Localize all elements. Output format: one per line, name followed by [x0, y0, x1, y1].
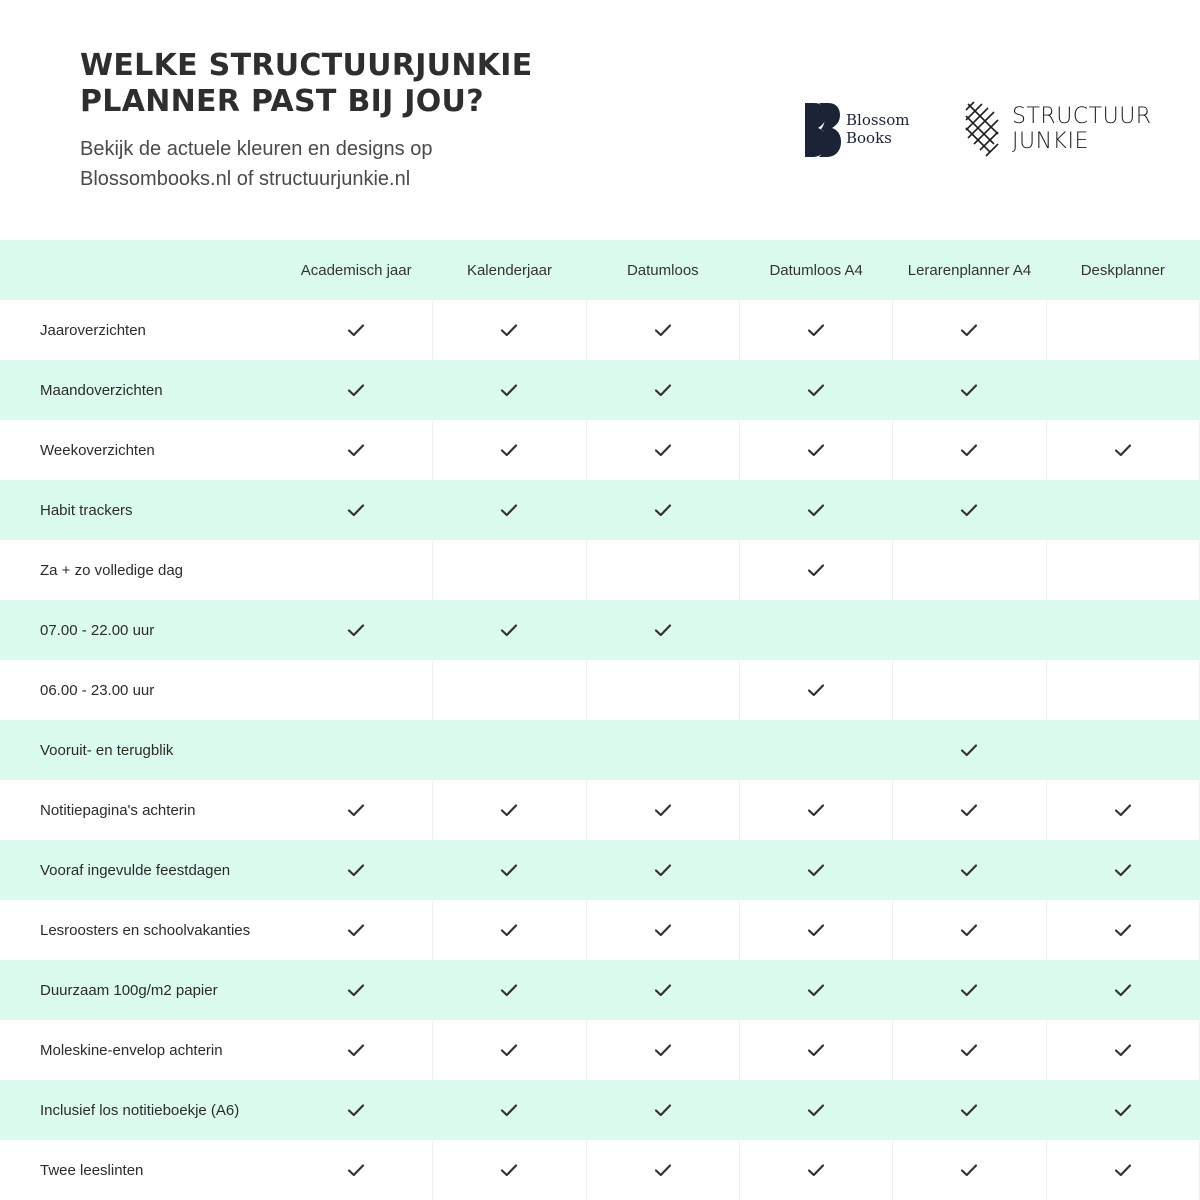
- table-cell: [433, 420, 586, 480]
- check-icon: [654, 803, 672, 817]
- column-header: Datumloos A4: [769, 261, 863, 279]
- table-row: [0, 660, 1200, 720]
- table-cell: [280, 420, 433, 480]
- table-cell: [893, 900, 1046, 960]
- table-cell: [587, 1140, 740, 1200]
- table-row: [0, 780, 1200, 840]
- table-row: [0, 480, 1200, 540]
- check-icon: [1114, 863, 1132, 877]
- column-header: Datumloos: [626, 261, 699, 279]
- check-icon: [960, 923, 978, 937]
- table-cell: [280, 960, 433, 1020]
- check-icon: [807, 443, 825, 457]
- table-cell: [433, 840, 586, 900]
- table-cell: [1047, 840, 1200, 900]
- blossom-books-logo: [804, 102, 924, 158]
- check-icon: [807, 563, 825, 577]
- table-cell: [433, 1020, 586, 1080]
- table-cell: [740, 540, 893, 600]
- table-cell: [433, 660, 586, 720]
- check-icon: [807, 863, 825, 877]
- check-icon: [960, 323, 978, 337]
- table-cell: [280, 360, 433, 420]
- check-icon: [654, 1043, 672, 1057]
- table-cell: [1047, 780, 1200, 840]
- check-icon: [960, 1043, 978, 1057]
- table-row: [0, 1080, 1200, 1140]
- table-cell: [893, 480, 1046, 540]
- table-cell: [1047, 600, 1200, 660]
- check-icon: [347, 1163, 365, 1177]
- check-icon: [807, 323, 825, 337]
- check-icon: [1114, 1103, 1132, 1117]
- column-header: Lerarenplanner A4: [907, 261, 1032, 279]
- check-icon: [960, 863, 978, 877]
- check-icon: [347, 383, 365, 397]
- check-icon: [500, 863, 518, 877]
- table-cell: [893, 780, 1046, 840]
- table-cell: [893, 540, 1046, 600]
- table-cell: [587, 360, 740, 420]
- table-cell: [893, 1140, 1046, 1200]
- table-cell: [740, 360, 893, 420]
- table-cell: [587, 300, 740, 360]
- table-cell: [280, 1020, 433, 1080]
- table-cell: [893, 1080, 1046, 1140]
- table-cell: [587, 960, 740, 1020]
- row-label: Maandoverzichten: [40, 381, 163, 399]
- table-cell: [893, 960, 1046, 1020]
- check-icon: [347, 803, 365, 817]
- check-icon: [807, 683, 825, 697]
- structuurjunkie-wordmark: [1012, 104, 1152, 154]
- title-line: PLANNER PAST BIJ JOU?: [80, 84, 484, 119]
- table-cell: [893, 720, 1046, 780]
- table-cell: [280, 540, 433, 600]
- table-row: [0, 1140, 1200, 1200]
- table-cell: [433, 1080, 586, 1140]
- table-row: [0, 360, 1200, 420]
- check-icon: [807, 1043, 825, 1057]
- table-cell: [433, 300, 586, 360]
- table-cell: [1047, 1140, 1200, 1200]
- row-label: Twee leeslinten: [40, 1161, 144, 1179]
- check-icon: [1114, 1043, 1132, 1057]
- table-body: [0, 300, 1200, 1200]
- check-icon: [1114, 1163, 1132, 1177]
- table-cell: [740, 720, 893, 780]
- check-icon: [347, 1103, 365, 1117]
- logo-text: Blossom: [846, 111, 910, 129]
- table-cell: [587, 840, 740, 900]
- check-icon: [500, 1103, 518, 1117]
- table-cell: [740, 1080, 893, 1140]
- row-label: Moleskine-envelop achterin: [40, 1041, 223, 1059]
- table-cell: [280, 300, 433, 360]
- table-cell: [740, 1020, 893, 1080]
- table-cell: [893, 840, 1046, 900]
- table-cell: [893, 660, 1046, 720]
- table-cell: [740, 780, 893, 840]
- check-icon: [654, 383, 672, 397]
- table-cell: [740, 900, 893, 960]
- check-icon: [960, 983, 978, 997]
- check-icon: [654, 1103, 672, 1117]
- check-icon: [347, 863, 365, 877]
- table-cell: [587, 660, 740, 720]
- comparison-table: [0, 240, 1200, 1200]
- table-cell: [893, 420, 1046, 480]
- check-icon: [500, 983, 518, 997]
- table-cell: [1047, 900, 1200, 960]
- check-icon: [654, 323, 672, 337]
- check-icon: [347, 923, 365, 937]
- table-cell: [433, 780, 586, 840]
- table-cell: [587, 420, 740, 480]
- logo-text: STRUCTUUR: [1012, 104, 1152, 129]
- table-cell: [740, 1140, 893, 1200]
- table-cell: [1047, 720, 1200, 780]
- table-row: [0, 900, 1200, 960]
- table-cell: [280, 840, 433, 900]
- table-cell: [587, 900, 740, 960]
- table-row: [0, 1020, 1200, 1080]
- column-header: Academisch jaar: [300, 261, 412, 279]
- table-cell: [740, 660, 893, 720]
- check-icon: [347, 1043, 365, 1057]
- check-icon: [807, 1103, 825, 1117]
- bb-logo-icon: [804, 102, 844, 158]
- check-icon: [347, 443, 365, 457]
- table-row: [0, 840, 1200, 900]
- check-icon: [960, 803, 978, 817]
- table-row: [0, 420, 1200, 480]
- logo-text: JUNKIE: [1012, 129, 1089, 154]
- table-cell: [740, 600, 893, 660]
- subtitle-line: Blossombooks.nl of structuurjunkie.nl: [80, 168, 411, 190]
- check-icon: [807, 983, 825, 997]
- check-icon: [960, 743, 978, 757]
- table-cell: [433, 360, 586, 420]
- table-cell: [1047, 420, 1200, 480]
- structuurjunkie-logo: [964, 100, 1154, 160]
- table-cell: [1047, 540, 1200, 600]
- table-cell: [740, 300, 893, 360]
- row-label: 07.00 - 22.00 uur: [40, 621, 155, 639]
- table-cell: [1047, 1020, 1200, 1080]
- table-cell: [1047, 960, 1200, 1020]
- check-icon: [960, 383, 978, 397]
- check-icon: [500, 383, 518, 397]
- check-icon: [500, 443, 518, 457]
- check-icon: [1114, 983, 1132, 997]
- check-icon: [807, 503, 825, 517]
- table-cell: [433, 600, 586, 660]
- table-cell: [740, 480, 893, 540]
- table-cell: [740, 840, 893, 900]
- check-icon: [500, 803, 518, 817]
- table-cell: [740, 420, 893, 480]
- table-row: [0, 540, 1200, 600]
- table-cell: [587, 1080, 740, 1140]
- check-icon: [807, 383, 825, 397]
- check-icon: [654, 983, 672, 997]
- subtitle: [80, 134, 432, 194]
- table-cell: [1047, 300, 1200, 360]
- table-row: [0, 300, 1200, 360]
- table-cell: [587, 480, 740, 540]
- table-cell: [280, 900, 433, 960]
- table-cell: [280, 600, 433, 660]
- table-row: [0, 600, 1200, 660]
- header-empty-cell: [0, 240, 280, 300]
- row-label: Lesroosters en schoolvakanties: [40, 921, 251, 939]
- row-label: Za + zo volledige dag: [40, 561, 184, 579]
- table-cell: [280, 1140, 433, 1200]
- subtitle-line: Bekijk de actuele kleuren en designs op: [80, 138, 433, 160]
- table-cell: [587, 540, 740, 600]
- table-cell: [893, 300, 1046, 360]
- table-cell: [1047, 1080, 1200, 1140]
- table-cell: [1047, 480, 1200, 540]
- table-cell: [740, 960, 893, 1020]
- table-cell: [433, 1140, 586, 1200]
- table-cell: [1047, 360, 1200, 420]
- check-icon: [807, 1163, 825, 1177]
- table-cell: [893, 600, 1046, 660]
- check-icon: [347, 983, 365, 997]
- row-label: Weekoverzichten: [40, 441, 155, 459]
- table-cell: [280, 1080, 433, 1140]
- table-cell: [893, 360, 1046, 420]
- table-cell: [587, 600, 740, 660]
- check-icon: [500, 623, 518, 637]
- table-row: [0, 720, 1200, 780]
- check-icon: [347, 503, 365, 517]
- title-line: WELKE STRUCTUURJUNKIE: [80, 48, 533, 83]
- check-icon: [654, 503, 672, 517]
- check-icon: [807, 923, 825, 937]
- check-icon: [1114, 443, 1132, 457]
- table-cell: [587, 720, 740, 780]
- table-cell: [280, 480, 433, 540]
- table-cell: [587, 780, 740, 840]
- check-icon: [960, 443, 978, 457]
- table-cell: [433, 900, 586, 960]
- check-icon: [960, 503, 978, 517]
- check-icon: [807, 803, 825, 817]
- row-label: Vooraf ingevulde feestdagen: [40, 861, 231, 879]
- column-header: Deskplanner: [1080, 261, 1165, 279]
- table-cell: [433, 960, 586, 1020]
- table-cell: [280, 660, 433, 720]
- table-cell: [433, 480, 586, 540]
- row-label: Habit trackers: [40, 501, 133, 519]
- table-cell: [280, 720, 433, 780]
- check-icon: [654, 443, 672, 457]
- page-title: [80, 48, 533, 120]
- check-icon: [500, 323, 518, 337]
- row-label: 06.00 - 23.00 uur: [40, 681, 155, 699]
- table-header-row: [0, 240, 1200, 300]
- check-icon: [347, 323, 365, 337]
- check-icon: [1114, 923, 1132, 937]
- diagonal-stripes-logo-icon: [964, 100, 1004, 160]
- check-icon: [500, 1163, 518, 1177]
- check-icon: [960, 1163, 978, 1177]
- table-cell: [433, 720, 586, 780]
- check-icon: [347, 623, 365, 637]
- check-icon: [500, 1043, 518, 1057]
- row-label: Notitiepagina's achterin: [40, 801, 196, 819]
- check-icon: [960, 1103, 978, 1117]
- check-icon: [1114, 803, 1132, 817]
- column-header: Kalenderjaar: [466, 261, 553, 279]
- check-icon: [500, 923, 518, 937]
- check-icon: [654, 1163, 672, 1177]
- row-label: Jaaroverzichten: [40, 321, 146, 339]
- blossom-books-wordmark: [846, 111, 910, 147]
- table-cell: [893, 1020, 1046, 1080]
- check-icon: [654, 863, 672, 877]
- table-cell: [587, 1020, 740, 1080]
- row-label: Inclusief los notitieboekje (A6): [40, 1101, 240, 1119]
- table-row: [0, 960, 1200, 1020]
- row-label: Vooruit- en terugblik: [40, 741, 174, 759]
- row-label: Duurzaam 100g/m2 papier: [40, 981, 218, 999]
- table-cell: [1047, 660, 1200, 720]
- check-icon: [500, 503, 518, 517]
- check-icon: [654, 923, 672, 937]
- check-icon: [654, 623, 672, 637]
- table-cell: [280, 780, 433, 840]
- logo-text: Books: [846, 129, 892, 147]
- table-cell: [433, 540, 586, 600]
